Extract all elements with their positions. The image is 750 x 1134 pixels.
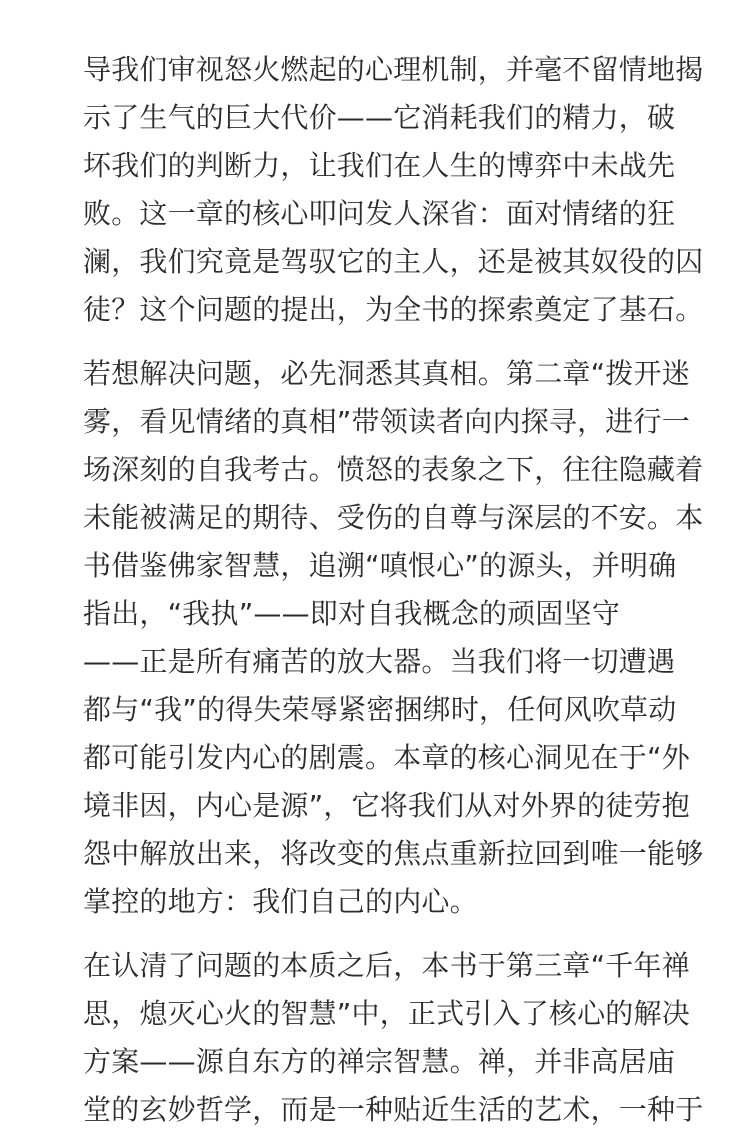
text-line: 示了生气的巨大代价——它消耗我们的精力，破	[83, 101, 676, 134]
text-line: ——正是所有痛苦的放大器。当我们将一切遭遇	[83, 645, 676, 678]
paragraph-1	[83, 46, 704, 334]
text-line: 指出，“我执”——即对自我概念的顽固坚守	[83, 597, 621, 630]
text-line: 堂的玄妙哲学，而是一种贴近生活的艺术，一种于	[83, 1093, 704, 1126]
text-line: 未能被满足的期待、受伤的自尊与深层的不安。本	[83, 501, 704, 534]
text-line: 都可能引发内心的剧震。本章的核心洞见在于“外	[83, 741, 690, 774]
text-line: 境非因，内心是源”，它将我们从对外界的徒劳抱	[83, 789, 690, 822]
text-line: 徒？这个问题的提出，为全书的探索奠定了基石。	[83, 293, 704, 326]
text-line: 澜，我们究竟是驾驭它的主人，还是被其奴役的囚	[83, 245, 704, 278]
text-line: 败。这一章的核心叩问发人深省：面对情绪的狂	[83, 197, 676, 230]
text-line: 雾，看见情绪的真相”带领读者向内探寻，进行一	[83, 405, 690, 438]
paragraph-3	[83, 942, 704, 1134]
text-line: 都与“我”的得失荣辱紧密捆绑时，任何风吹草动	[83, 693, 677, 726]
text-line: 在认清了问题的本质之后，本书于第三章“千年禅	[83, 949, 690, 982]
text-line: 怨中解放出来，将改变的焦点重新拉回到唯一能够	[83, 837, 704, 870]
text-line: 若想解决问题，必先洞悉其真相。第二章“拨开迷	[83, 357, 690, 390]
text-line: 思，熄灭心火的智慧”中，正式引入了核心的解决	[83, 997, 690, 1030]
paragraph-2	[83, 350, 704, 926]
text-line: 方案——源自东方的禅宗智慧。禅，并非高居庙	[83, 1045, 676, 1078]
text-line: 书借鉴佛家智慧，追溯“嗔恨心”的源头，并明确	[83, 549, 677, 582]
text-line: 场深刻的自我考古。愤怒的表象之下，往往隐藏着	[83, 453, 704, 486]
text-line: 坏我们的判断力，让我们在人生的博弈中未战先	[83, 149, 676, 182]
text-line: 掌控的地方：我们自己的内心。	[83, 885, 478, 918]
text-line: 导我们审视怒火燃起的心理机制，并毫不留情地揭	[83, 53, 704, 86]
